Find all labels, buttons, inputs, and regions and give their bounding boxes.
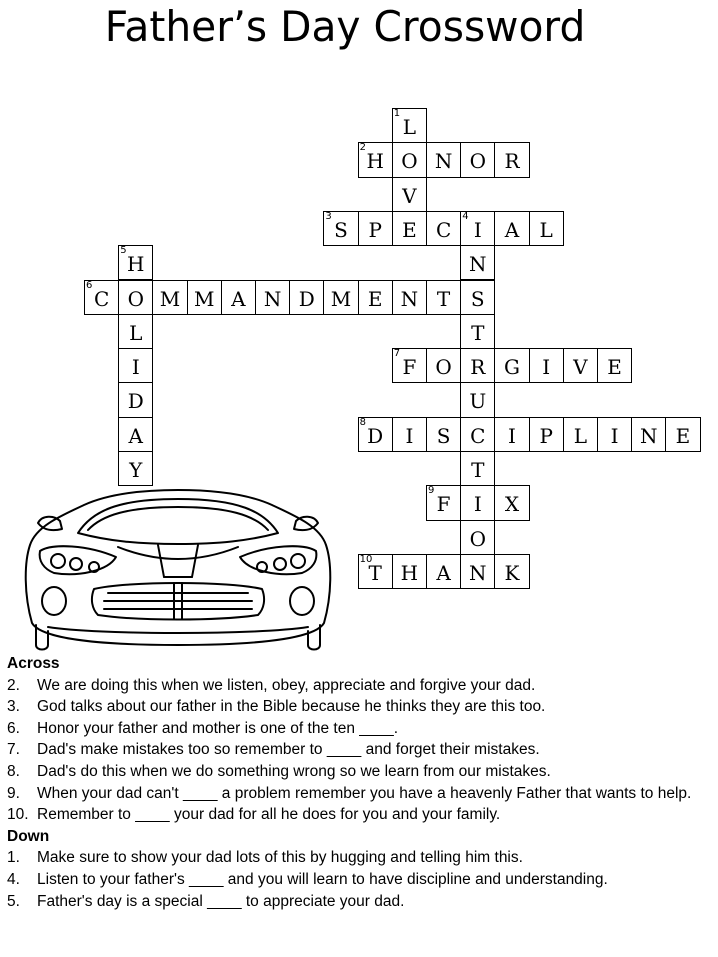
clue-number-label: 6.: [7, 719, 20, 737]
cell-letter: H: [127, 252, 145, 277]
clue-number-label: 4.: [7, 870, 20, 888]
crossword-cell[interactable]: [323, 280, 358, 315]
across-clue: [7, 783, 707, 805]
crossword-cell[interactable]: [426, 554, 461, 589]
cell-letter: N: [469, 252, 487, 277]
cell-letter: R: [470, 355, 486, 380]
cell-letter: S: [436, 423, 451, 448]
clue-text: Make sure to show your dad lots of this by hugging and telling him this.: [37, 849, 523, 867]
cell-letter: H: [400, 560, 419, 585]
across-clue: [7, 804, 707, 826]
crossword-cell[interactable]: [392, 554, 427, 589]
down-clue: [7, 891, 707, 913]
crossword-cell[interactable]: [665, 417, 700, 452]
cell-letter: C: [470, 423, 486, 448]
crossword-cell[interactable]: [426, 348, 461, 383]
clue-text: We are doing this when we listen, obey, appreciate and forgive your dad.: [37, 676, 536, 694]
cell-letter: T: [471, 458, 485, 482]
crossword-cell[interactable]: [392, 280, 427, 315]
crossword-cell[interactable]: [358, 211, 393, 246]
crossword-cell[interactable]: [494, 348, 529, 383]
crossword-cell[interactable]: [392, 211, 427, 246]
clue-number-label: 1.: [7, 849, 20, 867]
cell-letter: I: [473, 492, 482, 517]
crossword-cell[interactable]: [597, 348, 632, 383]
clue-number: 9: [428, 485, 435, 497]
across-clue: [7, 696, 707, 718]
clue-text: When your dad can't ____ a problem remember you have a heavenly Father that wants to help.: [37, 784, 692, 802]
cell-letter: L: [129, 320, 143, 345]
cell-letter: N: [640, 423, 658, 448]
cell-letter: H: [366, 149, 384, 174]
cell-letter: O: [469, 149, 486, 174]
crossword-cell[interactable]: [426, 142, 461, 177]
cell-letter: D: [367, 423, 384, 448]
crossword-cell[interactable]: [426, 211, 461, 246]
cell-letter: T: [368, 560, 382, 585]
clue-number-label: 5.: [7, 892, 20, 910]
cell-letter: I: [131, 355, 140, 380]
crossword-cell[interactable]: [494, 417, 529, 452]
cell-letter: I: [405, 423, 414, 448]
across-clue: [7, 739, 707, 761]
cell-letter: U: [469, 389, 487, 414]
clue-number: 1: [393, 108, 401, 119]
clue-text: Dad's make mistakes too so remember to ____ and forget their mistakes.: [37, 741, 540, 759]
clue-number: 4: [462, 210, 469, 222]
crossword-cell[interactable]: [358, 142, 393, 177]
crossword-cell[interactable]: [494, 211, 529, 246]
crossword-cell[interactable]: [460, 142, 495, 177]
across-clue-list: [7, 675, 707, 826]
crossword-cell[interactable]: [460, 245, 495, 280]
crossword-cell[interactable]: [187, 280, 222, 315]
clue-number-label: 3.: [7, 698, 20, 716]
crossword-cell[interactable]: [494, 142, 529, 177]
crossword-cell[interactable]: [358, 280, 393, 315]
cell-letter: N: [400, 286, 419, 311]
clue-number: 3: [325, 210, 332, 222]
across-clue: [7, 675, 707, 697]
cell-letter: O: [127, 286, 144, 311]
crossword-cell[interactable]: [460, 314, 495, 349]
across-clue: [7, 761, 707, 783]
cell-letter: M: [330, 286, 352, 311]
cell-letter: E: [675, 423, 691, 448]
cell-letter: P: [539, 423, 553, 448]
clue-number-label: 7.: [7, 741, 20, 759]
cell-letter: O: [435, 355, 452, 380]
crossword-cell[interactable]: [392, 417, 427, 452]
crossword-cell[interactable]: [426, 485, 461, 520]
cell-letter: N: [434, 149, 453, 174]
crossword-cell[interactable]: [563, 348, 598, 383]
crossword-cell[interactable]: [460, 485, 495, 520]
crossword-cell[interactable]: [494, 485, 529, 520]
cell-letter: F: [402, 355, 417, 380]
cell-letter: L: [539, 217, 553, 242]
across-heading: Across: [7, 655, 60, 672]
crossword-cell[interactable]: [84, 280, 119, 315]
clue-text: Remember to ____ your dad for all he does for you and your family.: [37, 806, 501, 824]
crossword-cell[interactable]: [392, 142, 427, 177]
cell-letter: T: [471, 320, 485, 345]
cell-letter: X: [504, 492, 520, 517]
cell-letter: T: [436, 286, 451, 311]
cell-letter: G: [503, 355, 520, 380]
clue-number: 8: [359, 416, 366, 428]
clue-text: God talks about our father in the Bible because he thinks they are this too.: [37, 698, 546, 716]
crossword-cell[interactable]: [460, 417, 495, 452]
crossword-cell[interactable]: [460, 280, 495, 315]
crossword-cell[interactable]: [118, 280, 153, 315]
crossword-cell[interactable]: [358, 417, 393, 452]
cell-letter: O: [401, 149, 418, 174]
crossword-cell[interactable]: [289, 280, 324, 315]
cell-letter: M: [159, 286, 181, 311]
crossword-cell[interactable]: [118, 245, 153, 280]
cell-letter: V: [573, 355, 588, 380]
cell-letter: V: [402, 183, 417, 208]
cell-letter: E: [367, 286, 383, 311]
cell-letter: O: [469, 526, 486, 551]
across-clue: [7, 718, 707, 740]
cell-letter: M: [193, 286, 215, 311]
clue-text: Dad's do this when we do something wrong so we learn from our mistakes.: [37, 762, 551, 780]
crossword-cell[interactable]: [323, 211, 358, 246]
clue-number-label: 8.: [7, 762, 20, 780]
clue-number: 2: [359, 142, 366, 154]
cell-letter: A: [231, 286, 246, 311]
cell-letter: C: [435, 217, 452, 242]
crossword-cell[interactable]: [460, 554, 495, 589]
cell-letter: A: [504, 217, 520, 242]
cell-letter: N: [469, 560, 487, 585]
clue-number-label: 2.: [7, 676, 20, 694]
page-title: Father’s Day Crossword: [104, 2, 586, 51]
cell-letter: P: [368, 217, 382, 242]
cell-letter: N: [263, 286, 282, 311]
cell-letter: I: [473, 217, 482, 242]
crossword-cell[interactable]: [392, 108, 427, 143]
crossword-cell[interactable]: [118, 348, 153, 383]
cell-letter: A: [436, 560, 451, 585]
cell-letter: E: [402, 217, 417, 242]
crossword-cell[interactable]: [221, 280, 256, 315]
crossword-cell[interactable]: [460, 520, 495, 555]
crossword-cell[interactable]: [460, 348, 495, 383]
clue-number: 10: [359, 553, 373, 565]
cell-letter: L: [573, 423, 588, 448]
crossword-cell[interactable]: [597, 417, 632, 452]
cell-letter: F: [436, 492, 451, 517]
down-clue-list: [7, 847, 707, 912]
crossword-cell[interactable]: [460, 211, 495, 246]
cell-letter: E: [607, 355, 622, 380]
crossword-cell[interactable]: [392, 348, 427, 383]
crossword-cell[interactable]: [118, 314, 153, 349]
clue-number: 5: [120, 245, 127, 257]
clue-number: 7: [393, 348, 401, 360]
cell-letter: R: [504, 149, 520, 174]
sports-car-illustration: [18, 485, 338, 657]
crossword-cell[interactable]: [426, 280, 461, 315]
cell-letter: D: [298, 286, 315, 311]
down-clue: [7, 847, 707, 869]
crossword-cell[interactable]: [118, 382, 153, 417]
cell-letter: K: [504, 560, 520, 585]
clue-number-label: 9.: [7, 784, 20, 802]
crossword-cell[interactable]: [529, 211, 564, 246]
cell-letter: I: [542, 355, 551, 380]
crossword-cell[interactable]: [118, 417, 153, 452]
cell-letter: Y: [129, 458, 143, 482]
crossword-cell[interactable]: [358, 554, 393, 589]
crossword-cell[interactable]: [494, 554, 529, 589]
clue-text: Honor your father and mother is one of the ten ____.: [37, 719, 399, 737]
crossword-cell[interactable]: [426, 417, 461, 452]
crossword-cell[interactable]: [118, 451, 153, 486]
cell-letter: L: [402, 115, 417, 139]
crossword-cell[interactable]: [460, 382, 495, 417]
crossword-cell[interactable]: [631, 417, 666, 452]
clues-section: [7, 653, 707, 912]
clue-number-label: 10.: [7, 806, 29, 824]
cell-letter: S: [334, 217, 348, 242]
down-heading: Down: [7, 827, 50, 845]
down-clue: [7, 869, 707, 891]
cell-letter: S: [470, 286, 485, 311]
crossword-cell[interactable]: [392, 177, 427, 212]
crossword-cell[interactable]: [563, 417, 598, 452]
crossword-cell[interactable]: [152, 280, 187, 315]
crossword-cell[interactable]: [255, 280, 290, 315]
clue-text: Listen to your father's ____ and you will learn to have discipline and understanding.: [37, 870, 608, 888]
crossword-cell[interactable]: [529, 348, 564, 383]
cell-letter: A: [128, 423, 143, 448]
clue-text: Father's day is a special ____ to appreciate your dad.: [37, 892, 405, 910]
clue-number: 6: [86, 279, 93, 291]
crossword-cell[interactable]: [529, 417, 564, 452]
cell-letter: I: [610, 423, 619, 448]
cell-letter: D: [127, 389, 144, 414]
cell-letter: I: [508, 423, 516, 448]
cell-letter: C: [93, 286, 110, 311]
crossword-cell[interactable]: [460, 451, 495, 486]
